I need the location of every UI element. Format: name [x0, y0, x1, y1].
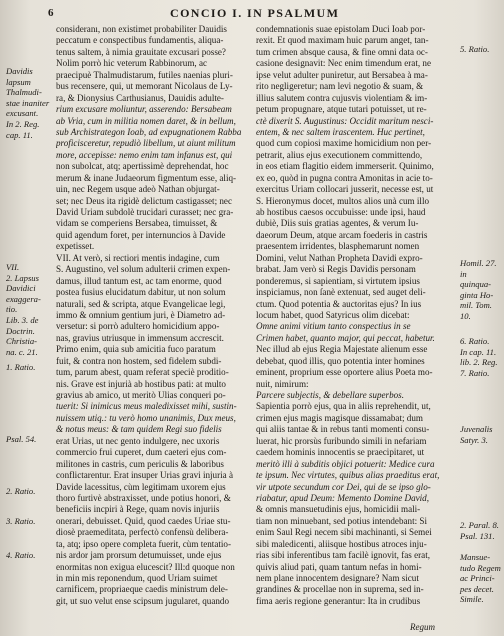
text-line: daeorum Deum, atque arcam foederis in castris — [256, 229, 428, 240]
text-line: ponderemus, si sapientiam, si virtutem ipsius — [256, 275, 420, 286]
text-line: brabat. Jam verò si Regis Davidis personam — [256, 264, 416, 275]
text-line: te ipsum. Nec virtutes, quibus alias praeditus erat, — [256, 470, 440, 481]
text-line: quivis aliud pati, quam tantum nefas in homi- — [256, 561, 422, 572]
margin-note-line: ac Princi- — [460, 573, 495, 584]
text-line: ex eo, quòd in pugna contra Amonitas in acie to- — [256, 172, 433, 183]
text-line: tum, parum abest, quam referat speciè proditio- — [56, 367, 229, 378]
margin-note-line: Simile. — [460, 594, 484, 605]
text-line: rias sibi inferentibus tam facilè ignovit, fas erat, — [256, 550, 430, 561]
margin-note-line: 2. Lapsus — [6, 272, 39, 283]
margin-note — [460, 44, 489, 55]
text-line: enormitas non exigua elucescit? Ill:d quoque non — [56, 561, 235, 572]
text-line: ctè dixerit S. Augustinus: Occidit maritum nesci- — [256, 115, 434, 126]
text-line: ta, atq; ipso opere completa fuerit, cùm tentatio- — [56, 538, 231, 549]
catchword: Regum — [410, 622, 435, 632]
text-line: in eos etiam flagitio eidem immerserit. Quinimo, — [256, 161, 434, 172]
margin-note — [460, 336, 497, 368]
text-line: nis. Grave est injurià ab hostibus pati: at multo — [56, 378, 226, 389]
margin-note-line: 3. Ratio. — [6, 516, 36, 526]
text-line: Crimen habet, quanto major, qui peccat, habetur. — [256, 332, 435, 343]
text-line: dubiè, Diis suis gratias agentes, & verum Iu- — [256, 218, 419, 229]
text-line: casione designavit: Nec enim timendum erat, ne — [256, 58, 431, 69]
margin-note-line: Davidis — [6, 66, 33, 76]
text-line: git, ut suo velut ense scipsum jugularet, quando — [56, 595, 230, 606]
text-line: petum propugnare, atque tutari potuisset, ut re- — [256, 104, 427, 115]
text-line: rexit. Et quod maximam huic parum anget, tan- — [256, 35, 429, 46]
margin-note-line: lapsum — [6, 76, 31, 87]
text-line: exercitus Uriam collocari jusserit, necesse est, ut — [256, 184, 434, 195]
text-line: tum crimen absque causa, & fine omni data oc- — [256, 46, 428, 57]
margin-note-line: Davidici — [6, 283, 36, 294]
margin-note-line: cap. 11. — [6, 129, 33, 140]
text-line: petrarit, alius ejus executionem committendo, — [256, 149, 423, 160]
text-line: Primo enim, quia sub amicitia fuco paratum — [56, 344, 216, 355]
text-line: entem, & nec saltem irascentem. Huc pertinet, — [256, 126, 425, 137]
margin-note-line: 5. Ratio. — [460, 44, 490, 54]
text-line: gravius ab amico, ut meritò Ulias conqueri po- — [56, 390, 226, 400]
text-line: nem plane innocentem designare? Nam sicut — [256, 573, 419, 583]
margin-note-line: tudo Regem — [460, 562, 501, 573]
text-line: eminent, proprium esse oportere alius Poeta mo- — [256, 367, 433, 378]
text-line: thoro furtivè abstraxisset, unde potius honori, & — [56, 492, 231, 503]
text-line: diosè praemeditata, perfectò confensù delibera- — [56, 527, 229, 538]
margin-note-line: Mansue- — [460, 552, 491, 562]
text-line: set; nec Deus ita rigidè delictum castigasset; nec — [56, 195, 233, 206]
margin-note-line: Christia- — [6, 336, 38, 347]
text-line: quod cum copiosi maxime homicidium non per- — [256, 138, 432, 149]
text-line: sub Archistrategon Ioab, ad expugnationem Rabba — [56, 126, 242, 137]
text-line: more, accepisse: nemo enim tam infanus est, qui — [56, 149, 233, 160]
page-number: 6 — [48, 7, 54, 19]
text-line: condemnationis suae epistolam Duci Ioab por- — [256, 24, 426, 34]
text-line: S. Augustino, vel solum adulterii crimen expen- — [56, 264, 231, 275]
text-line: meritò illi à subditis objici potuerit: Medice cura — [256, 458, 435, 469]
text-line: quid agendum foret, per internuncios à Davide — [56, 229, 226, 240]
margin-note — [6, 262, 41, 357]
margin-note — [460, 258, 497, 322]
margin-note-line: Psal. 131. — [460, 530, 495, 541]
text-line: non subolcat, atq; apertissimè deprehendat, hoc — [56, 161, 229, 172]
margin-note-line: In 2. Reg. — [6, 118, 40, 129]
text-line: immo & omnium gentium juri, è Diametro ad- — [56, 309, 226, 320]
margin-note-line: Psal. 54. — [6, 434, 37, 444]
text-line: damus, illud tantum est, ac tam enorme, quod — [56, 275, 222, 286]
text-line: locum habet, quod Satyricus olim dicebat: — [256, 309, 410, 320]
margin-note-line: 10. — [460, 310, 471, 321]
margin-note-line: na. c. 21. — [6, 346, 38, 357]
text-line: militones in castris, cum periculis & laboribus — [56, 458, 224, 469]
margin-note — [460, 424, 492, 445]
text-line: consideranı, non existimet probabiliter Dauidis — [56, 24, 227, 34]
text-line: tiam non minuebant, sed potius intendebant: Si — [256, 515, 427, 526]
text-line: vir utpote secundum cor Dei, qui de se ipso glo- — [256, 481, 431, 492]
right-text-column — [256, 24, 458, 607]
text-line: ra, & Dionysius Carthusianus, Dauidis adulte- — [56, 92, 224, 103]
text-line: beneficiis incpiri à Rege, quam novis injuriis — [56, 504, 220, 515]
text-line: ab hostibus caesos occubuisse: unde ipsi, haud — [256, 207, 426, 217]
text-line: & notus meus: & tam quidem Regi suo fidelis — [56, 424, 222, 435]
margin-note-line: 2. Paral. 8. — [460, 520, 499, 530]
text-line: grandines & procellae non in suprema, sed in- — [256, 584, 424, 595]
margin-note — [6, 66, 49, 140]
text-line: erat Urias, ut nec gento indulgere, nec uxoris — [56, 435, 220, 446]
text-line: naturali, sed & scripta, atque Evangelicae legi, — [56, 298, 226, 309]
text-line: VII. At verò, si rectiori mentis indagine, cum — [56, 252, 220, 263]
margin-note — [6, 362, 35, 373]
text-line: carnificem, propriaeque caedis ministrum dele- — [56, 584, 228, 595]
text-line: nuissem utiq.: tu verò homo unanimis, Dux meus, — [56, 412, 236, 423]
margin-note-line: tio. — [6, 304, 18, 315]
text-line: in min mis reponendum, quod Uriam suimet — [56, 573, 218, 583]
text-line: nas, gravius utriusque in immensum accrescit. — [56, 332, 224, 343]
text-line: merum & inane Judaeorum figmentum esse, aliq- — [56, 172, 237, 183]
text-line: peccatum e conspectibus fundamentis, aliqua- — [56, 35, 224, 46]
text-line: fima aeris regione generantur: Ita in crudibus — [256, 595, 421, 606]
margin-note — [6, 550, 35, 561]
text-line: nis ardor jam prorsum detumuisset, unde ejus — [56, 550, 222, 561]
margin-note-line: 4. Ratio. — [6, 550, 36, 560]
text-line: tenus saltem, à nimia grauitate excusari posse? — [56, 46, 226, 57]
margin-note-line: Doctrin. — [6, 325, 35, 336]
text-line: nuit, nimirum: — [256, 378, 309, 389]
margin-note-line: Satyr. 3. — [460, 434, 488, 445]
text-line: onerari, debuisset. Quid, quod caedes Uriae stu- — [56, 515, 231, 526]
margin-note-line: Juvenalis — [460, 424, 493, 434]
text-line: inspiciamus, non ſanè extenuat, sed auget deli- — [256, 287, 426, 298]
text-line: Parcere subjectis, & debellare superbos. — [256, 390, 404, 400]
margin-note-line: exaggera- — [6, 293, 41, 304]
text-line: Nolim porrò hic veterum Rabbinorum, ac — [56, 58, 208, 69]
text-line: & omnis mansuetudinis ejus, homicidii mali- — [256, 504, 421, 515]
text-line: vidam se comperiens Bersabea, timuisset, & — [56, 218, 218, 229]
page-header — [0, 6, 504, 24]
margin-note-line: 6. Ratio. — [460, 336, 490, 346]
text-line: Nec illud ab ejus Regia Majestate alienum esse — [256, 344, 428, 355]
text-line: proficisceretur, repudiò libellum, ut aiunt militum — [56, 138, 236, 149]
margin-note — [460, 368, 489, 379]
margin-note-line: stae inaniter — [6, 97, 50, 108]
margin-note-line: 7. Ratio. — [460, 368, 490, 378]
text-line: Sapientia porrò ejus, qua in aliis reprehendit, ut, — [256, 401, 431, 412]
text-line: Omne animi vitium tanto conspectius in se — [256, 321, 411, 332]
text-line: expetisset. — [56, 241, 95, 252]
text-line: bus recensere, qui, ut memorant Nicolaus de Ly- — [56, 81, 233, 92]
margin-note-line: Homil. 27. — [460, 258, 497, 268]
margin-note-line: In cap. 11. — [460, 346, 497, 357]
text-line: Domini, velut Nathan Propheta Davidi expro- — [256, 252, 423, 263]
text-line: ipse velut adulter puniretur, aut Bersabea à ma- — [256, 69, 428, 80]
text-line: sibi maledicenti, aliisque hostibus atroces inju- — [256, 538, 427, 549]
margin-note-line: 2. Ratio. — [6, 486, 36, 496]
margin-note-line: Thalmudi- — [6, 87, 42, 98]
margin-note — [460, 552, 501, 605]
margin-note-line: pes decet. — [460, 583, 494, 594]
margin-note-line: 1. Ratio. — [6, 362, 36, 372]
text-line: Davide lacessitus, cùm legitimam uxorem ejus — [56, 481, 226, 492]
margin-note — [6, 516, 35, 527]
text-line: enim Saul Regi necem sibi machinanti, si Semei — [256, 527, 432, 538]
text-line: luerat, hic prorsùs furibundo simili in nefariam — [256, 435, 427, 446]
text-line: illius salutem contra cujusvis violentiam & im- — [256, 92, 428, 103]
text-line: praesentem irridentes, blasphemarunt nomen — [256, 241, 420, 252]
margin-note — [6, 486, 35, 497]
text-line: qui aliis tantae & in rebus tanti momenti consu- — [256, 424, 430, 435]
text-line: rito negligeretur; nam levi negotio & suam, & — [256, 81, 424, 92]
margin-note-line: excusant. — [6, 108, 39, 119]
text-line: tuerit: Si inimicus meus maledixisset mihi, sustin- — [56, 401, 237, 412]
text-line: uin, nec Regem usque adeò Nathan objurgat- — [56, 184, 220, 195]
text-line: fuit, & contra non hostem, sed fidelem subdi- — [56, 355, 222, 366]
margin-note-line: VII. — [6, 262, 20, 272]
text-line: David Uriam subdolè trucidari curasset; nec gra- — [56, 207, 234, 217]
margin-note-line: Lib. 3. de — [6, 314, 39, 325]
text-line: praecipuè Thalmudistarum, futiles naenias pluri- — [56, 69, 233, 80]
margin-note — [460, 520, 499, 541]
text-line: S. Hieronymus docet, multos alios unà cum illo — [256, 195, 430, 206]
margin-note-line: in — [460, 268, 467, 279]
text-line: postea fusius elucidatum dabitur, ut non solum — [56, 287, 226, 298]
margin-note-line: quinqua- — [460, 279, 492, 290]
text-line: debebat, quod illis, quo potentia inter homines — [256, 355, 425, 366]
text-line: caedem hominis innocentis se praecipitaret, ut — [256, 447, 425, 458]
text-line: versetur: si porrò adultero homicidium appo- — [56, 321, 220, 332]
running-head: CONCIO I. IN PSALMUM — [170, 6, 340, 20]
text-line: commercio frui cuperet, dum caeteri ejus com- — [56, 447, 227, 458]
margin-note — [6, 434, 36, 445]
text-line: conflictarentur. Erat insuper Urias gravi injuria à — [56, 470, 234, 481]
text-line: ctum. Quod potentia & auctoritas ejus? In ius — [256, 298, 422, 309]
text-line: crimen ejus magis magisque dissamabat; dum — [256, 412, 423, 423]
margin-note-line: lib. 2. Reg. — [460, 357, 498, 368]
text-line: rium excusare moliuntur, asserendo: Bersabeam — [56, 104, 232, 115]
text-line: ab Vria, cum in militia nomen daret, & in bellum, — [56, 115, 236, 126]
text-line: riabatur, apud Deum: Memento Domine David, — [256, 492, 430, 503]
left-text-column — [56, 24, 256, 607]
margin-note-line: ginta Ho- — [460, 289, 494, 300]
margin-note-line: mil. Tom. — [460, 300, 492, 311]
